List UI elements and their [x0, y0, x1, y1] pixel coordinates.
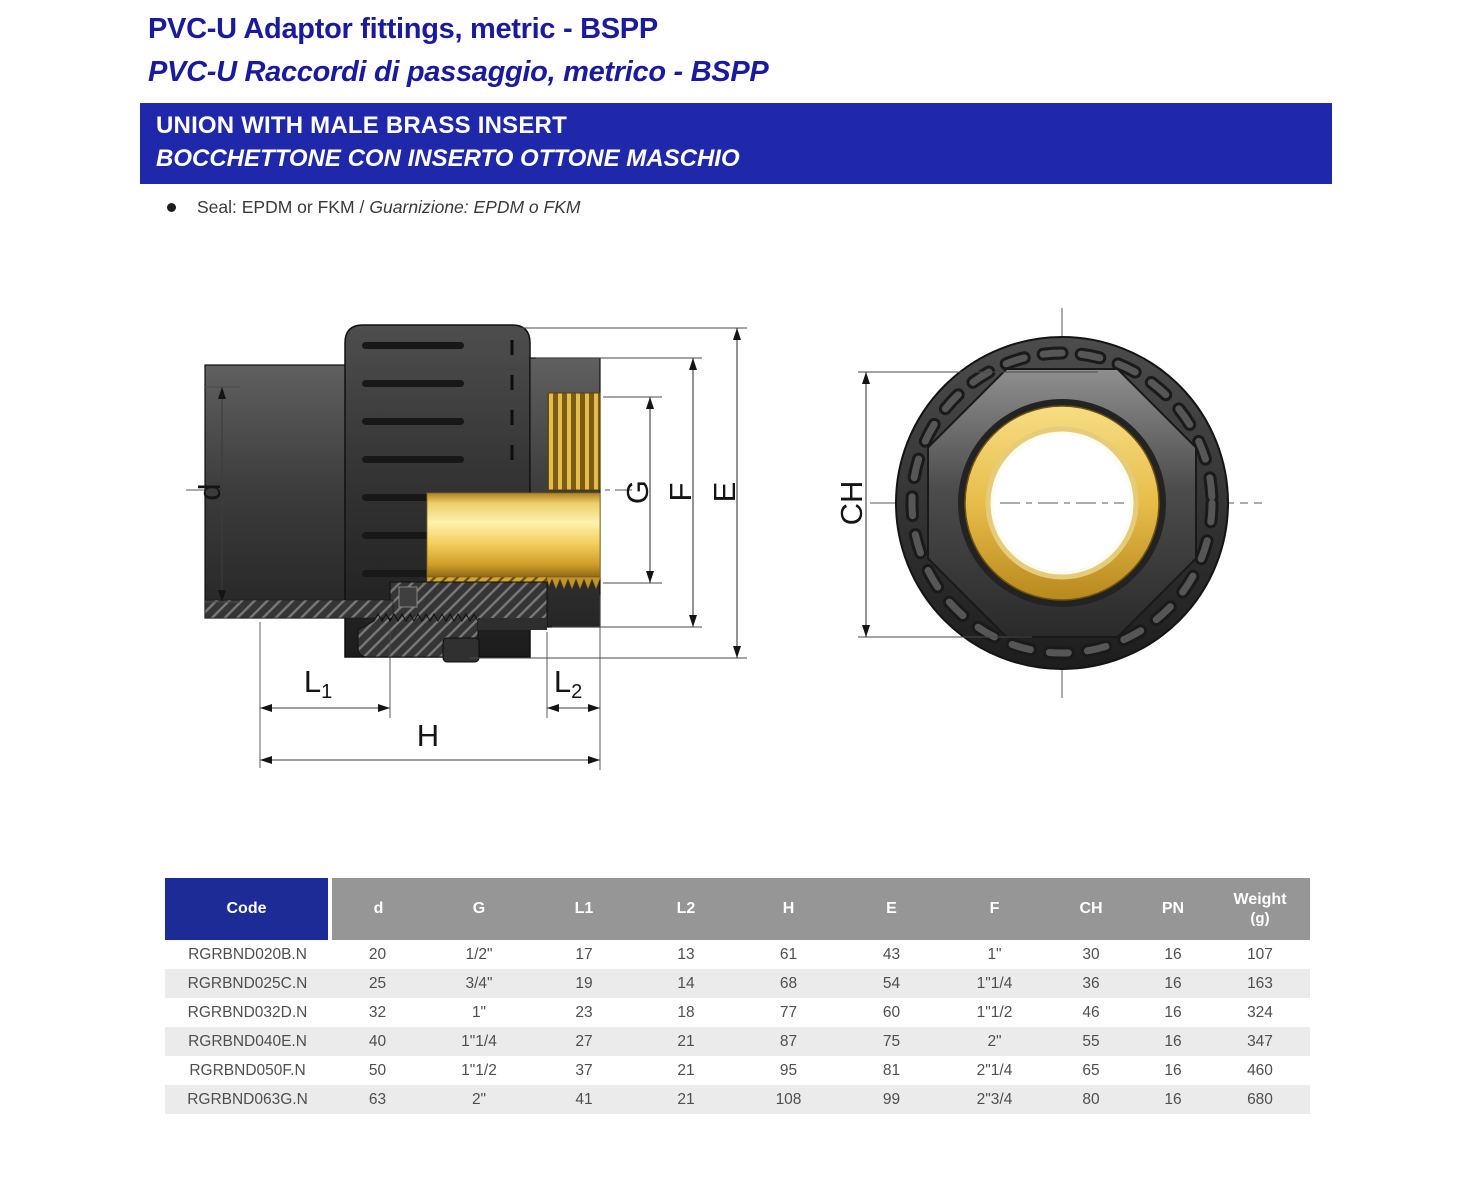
value-cell: 99 — [840, 1085, 943, 1114]
table-row — [165, 969, 1310, 998]
value-cell: 1"1/2 — [461, 1061, 497, 1079]
value-cell: 3/4" — [425, 969, 533, 998]
technical-drawings — [0, 230, 1467, 830]
value-cell: 61 — [779, 945, 798, 963]
value-cell: 1"1/4 — [943, 969, 1046, 998]
dim-label-H: H — [416, 718, 440, 753]
banner-title-it: BOCCHETTONE CON INSERTO OTTONE MASCHIO — [156, 145, 740, 172]
dim-label-L2: L2 — [553, 664, 583, 703]
seal-text-it: Guarnizione: EPDM o FKM — [369, 197, 581, 217]
seal-separator: / — [359, 197, 365, 217]
value-cell: 460 — [1247, 1061, 1273, 1079]
value-cell: 14 — [635, 969, 737, 998]
page-subtitle: PVC-U Raccordi di passaggio, metrico - BSPP — [148, 56, 769, 88]
table-row — [165, 1027, 1310, 1056]
column-header-weight: Weight (g) — [1210, 878, 1310, 940]
value-cell: 95 — [779, 1061, 798, 1079]
column-header-l2: L2 — [635, 878, 737, 940]
dimension-G — [603, 397, 662, 583]
bullet-icon — [167, 203, 176, 212]
value-cell: 37 — [575, 1061, 593, 1079]
value-cell: 680 — [1210, 1085, 1310, 1114]
column-header-pn: PN — [1136, 878, 1210, 940]
value-cell: 1" — [471, 1003, 487, 1021]
value-cell: 46 — [1082, 1003, 1100, 1021]
value-cell: 63 — [330, 1085, 425, 1114]
value-cell: 2" — [943, 1027, 1046, 1056]
value-cell: 20 — [368, 945, 387, 963]
page-title: PVC-U Adaptor fittings, metric - BSPP — [148, 13, 658, 45]
column-header-d: d — [330, 878, 425, 940]
table-row — [165, 1085, 1310, 1114]
value-cell: 25 — [330, 969, 425, 998]
value-cell: 87 — [737, 1027, 840, 1056]
value-cell: 60 — [882, 1003, 901, 1021]
value-cell: 13 — [677, 945, 695, 963]
value-cell: 18 — [677, 1003, 695, 1021]
lower-body-strip — [478, 618, 547, 630]
value-cell: 324 — [1247, 1003, 1273, 1021]
code-cell: RGRBND063G.N — [165, 1085, 330, 1114]
code-cell: RGRBND032D.N — [187, 1003, 308, 1021]
value-cell: 27 — [533, 1027, 635, 1056]
value-cell: 65 — [1082, 1061, 1100, 1079]
value-cell: 2" — [425, 1085, 533, 1114]
value-cell: 2"3/4 — [943, 1085, 1046, 1114]
side-view-drawing — [186, 325, 747, 770]
value-cell: 75 — [840, 1027, 943, 1056]
spec-table-header-row — [165, 878, 1310, 940]
column-header-ch: CH — [1046, 878, 1136, 940]
value-cell: 30 — [1082, 945, 1100, 963]
value-cell: 1"1/4 — [425, 1027, 533, 1056]
value-cell: 21 — [635, 1027, 737, 1056]
value-cell: 43 — [882, 945, 901, 963]
spec-table-body — [165, 940, 1310, 1114]
value-cell: 50 — [368, 1061, 387, 1079]
column-header-e: E — [840, 878, 943, 940]
brass-male-thread — [548, 393, 600, 490]
code-cell: RGRBND040E.N — [165, 1027, 330, 1056]
value-cell: 40 — [330, 1027, 425, 1056]
value-cell: 80 — [1046, 1085, 1136, 1114]
dim-label-L1: L1 — [303, 664, 333, 703]
column-header-l1: L1 — [533, 878, 635, 940]
value-cell: 17 — [575, 945, 593, 963]
dim-label-G: G — [620, 479, 655, 505]
dim-label-d: d — [192, 483, 227, 501]
column-header-f: F — [943, 878, 1046, 940]
value-cell: 108 — [737, 1085, 840, 1114]
product-banner — [140, 103, 1332, 184]
seal-tab — [399, 587, 417, 607]
dim-label-CH: CH — [834, 480, 869, 526]
code-cell: RGRBND025C.N — [165, 969, 330, 998]
front-view-drawing — [834, 308, 1262, 698]
table-row — [165, 940, 1310, 969]
drawing-svg — [0, 230, 1467, 830]
value-cell: 1" — [987, 945, 1002, 963]
value-cell: 347 — [1210, 1027, 1310, 1056]
value-cell: 16 — [1136, 1027, 1210, 1056]
value-cell: 16 — [1136, 969, 1210, 998]
value-cell: 2"1/4 — [976, 1061, 1013, 1079]
value-cell: 1/2" — [465, 945, 493, 963]
value-cell: 107 — [1247, 945, 1273, 963]
code-cell: RGRBND050F.N — [189, 1061, 306, 1079]
column-header-g: G — [425, 878, 533, 940]
table-row — [165, 1056, 1310, 1085]
value-cell: 32 — [368, 1003, 387, 1021]
dimension-H — [260, 718, 600, 764]
value-cell: 21 — [635, 1085, 737, 1114]
value-cell: 54 — [840, 969, 943, 998]
value-cell: 16 — [1136, 1085, 1210, 1114]
code-cell: RGRBND020B.N — [188, 945, 307, 963]
value-cell: 16 — [1164, 945, 1182, 963]
value-cell: 163 — [1210, 969, 1310, 998]
banner-title-en: UNION WITH MALE BRASS INSERT — [156, 112, 567, 139]
seal-text-en: Seal: EPDM or FKM — [197, 197, 355, 217]
value-cell: 19 — [533, 969, 635, 998]
dim-label-F: F — [663, 482, 698, 502]
table-row — [165, 998, 1310, 1027]
value-cell: 1"1/2 — [976, 1003, 1013, 1021]
value-cell: 77 — [779, 1003, 798, 1021]
value-cell: 36 — [1046, 969, 1136, 998]
column-header-code: Code — [165, 878, 330, 940]
value-cell: 23 — [575, 1003, 593, 1021]
socket-wall-hatch — [205, 600, 393, 618]
value-cell: 41 — [533, 1085, 635, 1114]
value-cell: 68 — [737, 969, 840, 998]
value-cell: 55 — [1046, 1027, 1136, 1056]
brass-insert-bore — [427, 493, 600, 577]
column-header-h: H — [737, 878, 840, 940]
value-cell: 21 — [677, 1061, 695, 1079]
value-cell: 81 — [882, 1061, 901, 1079]
spec-table — [165, 878, 1310, 1114]
value-cell: 16 — [1164, 1061, 1182, 1079]
dim-label-E: E — [707, 481, 742, 503]
value-cell: 16 — [1164, 1003, 1182, 1021]
seal-note — [167, 197, 580, 218]
